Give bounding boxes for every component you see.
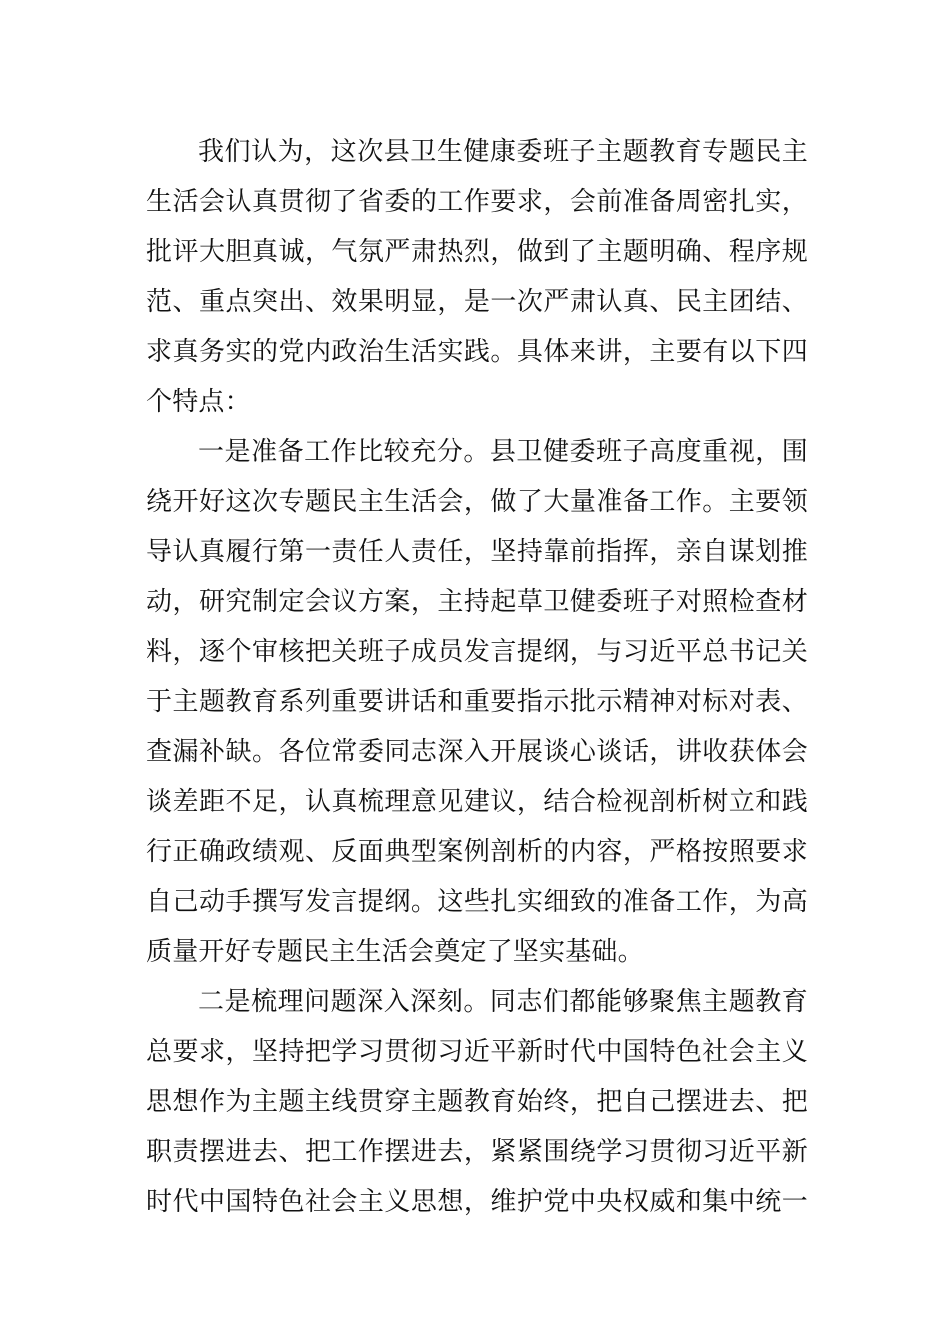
text-line: 于主题教育系列重要讲话和重要指示批示精神对标对表、	[146, 687, 808, 717]
document-body	[146, 127, 808, 1227]
text-line: 个特点：	[146, 387, 251, 417]
text-line: 二是梳理问题深入深刻。同志们都能够聚焦主题教育	[198, 987, 808, 1017]
paragraph-point-one	[146, 427, 808, 977]
paragraph-intro	[146, 127, 808, 427]
text-line: 行正确政绩观、反面典型案例剖析的内容，严格按照要求	[146, 837, 808, 867]
text-line: 绕开好这次专题民主生活会，做了大量准备工作。主要领	[146, 487, 808, 517]
text-line: 思想作为主题主线贯穿主题教育始终，把自己摆进去、把	[146, 1087, 808, 1117]
text-line: 料，逐个审核把关班子成员发言提纲，与习近平总书记关	[146, 637, 808, 667]
text-line: 导认真履行第一责任人责任，坚持靠前指挥，亲自谋划推	[146, 537, 808, 567]
text-line: 动，研究制定会议方案，主持起草卫健委班子对照检查材	[146, 587, 808, 617]
text-line: 职责摆进去、把工作摆进去，紧紧围绕学习贯彻习近平新	[146, 1137, 808, 1167]
text-line: 自己动手撰写发言提纲。这些扎实细致的准备工作，为高	[146, 887, 808, 917]
text-line: 我们认为，这次县卫生健康委班子主题教育专题民主	[198, 137, 808, 167]
text-line: 求真务实的党内政治生活实践。具体来讲，主要有以下四	[146, 337, 808, 367]
text-line: 总要求，坚持把学习贯彻习近平新时代中国特色社会主义	[146, 1037, 808, 1067]
paragraph-point-two	[146, 977, 808, 1227]
text-line: 查漏补缺。各位常委同志深入开展谈心谈话，讲收获体会	[146, 737, 808, 767]
text-line: 质量开好专题民主生活会奠定了坚实基础。	[146, 937, 644, 967]
text-line: 时代中国特色社会主义思想，维护党中央权威和集中统一	[146, 1187, 808, 1217]
text-line: 谈差距不足，认真梳理意见建议，结合检视剖析树立和践	[146, 787, 808, 817]
text-line: 一是准备工作比较充分。县卫健委班子高度重视，围	[198, 437, 808, 467]
text-line: 生活会认真贯彻了省委的工作要求，会前准备周密扎实，	[146, 187, 808, 217]
text-line: 批评大胆真诚，气氛严肃热烈，做到了主题明确、程序规	[146, 237, 808, 267]
text-line: 范、重点突出、效果明显，是一次严肃认真、民主团结、	[146, 287, 808, 317]
